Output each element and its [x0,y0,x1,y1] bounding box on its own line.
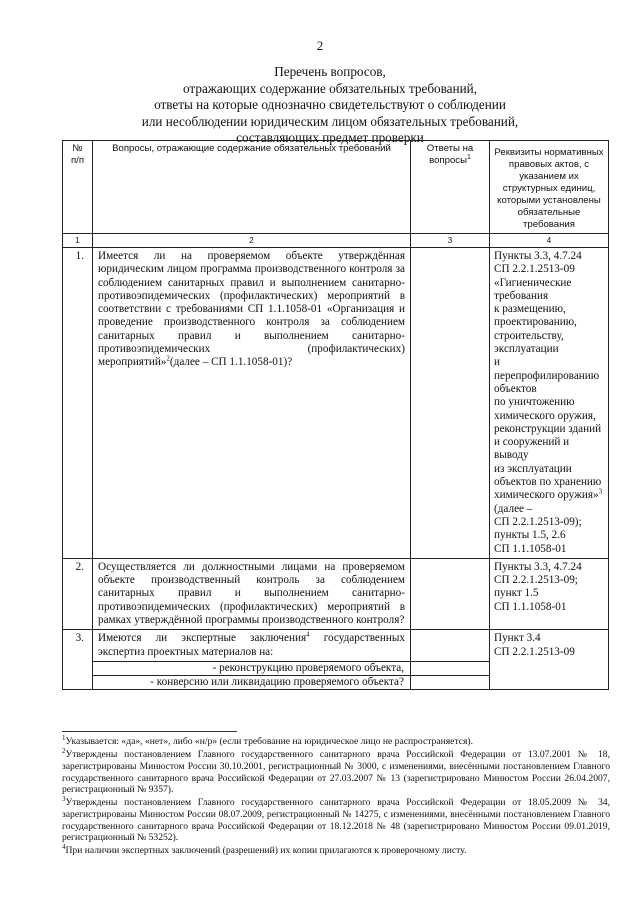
footnote-text: Утверждены постановлением Главного государственного санитарного врача Российской Федерации от 13.07.2001 № 18, зарегистрированы Минюстом России 30.10.2001, регистрационный № 3000, с изменениями, внесёнными постановлением Главного государственного санитарного врача Российской Федерации от 27.03.2007 № 13 (зарегистрировано Минюстом России 26.04.2007, регистрационный № 9357). [62,749,610,796]
subitem-cell: - реконструкцию проверяемого объекта, [93,661,411,675]
question-cell [93,248,411,559]
checklist-table [62,140,609,690]
table-row [63,558,609,629]
footnote-number: 2 [62,746,66,755]
ref-line: СП 2.2.1.2513-09 [494,263,575,276]
ref-line: проектированию, [494,316,577,329]
ref-line: «Гигиенические [494,276,572,289]
question-text-cont: государственных экспертиз проектных материалов на: [98,632,405,658]
ref-line-text: химического оружия» [494,489,599,502]
ref-line: по уничтожению [494,396,575,409]
ref-line: из эксплуатации [494,462,572,475]
header-requisites: Реквизиты нормативных правовых актов, с указанием их структурных единиц, которыми установлены обязательные требования [490,141,609,234]
title-line: Перечень вопросов, [274,64,386,79]
answer-cell[interactable] [411,558,490,629]
footnote-text: При наличии экспертных заключений (разрешений) их копии прилагаются к проверочному листу. [65,845,467,856]
header-number: № п/п [63,141,93,234]
ref-line: и перепрофилированию [494,356,600,382]
question-text: Имеется ли на проверяемом объекте утверждённая юридическим лицом программа производственного контроля за соблюдением санитарных правил и выполнением санитарно-противоэпидемических (профилактических) мероприятий в соответствии с требованиями СП 1.1.1058-01 «Организация и проведение производственного контроля за соблюдением санитарных правил и выполнением санитарно-противоэпидемических (профилактических) мероприятий» [98,250,405,369]
row-number: 2. [63,558,93,629]
requisites-cell [490,248,609,559]
question-cell [93,630,411,662]
ref-line: и сооружений и выводу [494,436,570,462]
requisites-cell [490,558,609,629]
footnote [62,733,610,748]
answer-cell[interactable] [411,630,490,662]
ref-line: СП 2.2.1.2513-09); [494,515,582,528]
answer-cell[interactable] [411,675,490,689]
footnote-divider [62,731,237,732]
title-line: ответы на которые однозначно свидетельствуют о соблюдении [154,97,506,112]
requisites-cell [490,630,609,690]
footnote-number: 3 [62,794,66,803]
ref-line: пункты 1.5, 2.6 [494,529,566,542]
ref-line: пункт 1.5 [494,587,539,600]
title-line: составляющих предмет проверки [236,130,424,145]
column-index: 4 [490,234,609,248]
ref-line: строительству, [494,329,564,342]
footnote-ref: 1 [466,153,471,161]
header-answer [411,141,490,234]
footnote [62,842,610,857]
column-index: 3 [411,234,490,248]
ref-line: СП 1.1.1058-01 [494,542,567,555]
page-number: 2 [316,38,324,53]
header-question: Вопросы, отражающие содержание обязательных требований [93,141,411,234]
footnote [62,794,610,844]
ref-line: к размещению, [494,303,566,316]
column-index-row [63,234,609,248]
ref-line: реконструкции зданий [494,422,602,435]
answer-cell[interactable] [411,248,490,559]
footnote-number: 1 [62,733,66,742]
ref-line: СП 2.2.1.2513-09; [494,574,578,587]
ref-line: объектов по хранению [494,476,602,489]
question-text-cont: (далее – СП 1.1.1058-01)? [169,356,293,369]
ref-line: Пункт 3.4 [494,632,541,645]
ref-line: эксплуатации [494,343,559,356]
ref-line [494,489,606,502]
row-number: 3. [63,630,93,690]
title-line: или несоблюдении юридическим лицом обязательных требований, [141,113,519,129]
ref-line: Пункты 3.3, 4.7.24 [494,560,582,573]
ref-line: СП 2.2.1.2513-09 [494,645,575,658]
footnote-text: Утверждены постановлением Главного государственного санитарного врача Российской Федерации от 18.05.2009 № 34, зарегистрированы Минюстом России 08.07.2009, регистрационный № 14275, с изменениями, внесёнными постановлением Главного государственного санитарного врача Российской Федерации от 18.12.2018 № 48 (зарегистрировано Минюстом России 09.01.2019, регистрационный № 53252). [62,797,610,844]
footnote-ref: 2 [166,354,170,363]
ref-line: Пункты 3.3, 4.7.24 [494,250,582,262]
answer-cell[interactable] [411,661,490,675]
column-index: 1 [63,234,93,248]
ref-line: (далее – [494,502,533,515]
header-answer-text: Ответы на вопросы [426,143,474,166]
ref-line: требования [494,289,549,302]
ref-line: химического оружия, [494,409,596,422]
row-number: 1. [63,248,93,559]
table-header-row [63,141,609,234]
question-text: Имеются ли экспертные заключения [98,632,307,645]
table-row [63,248,609,559]
title-line: отражающих содержание обязательных требований, [183,80,477,96]
footnote [62,746,610,796]
footnote-ref: 4 [306,630,310,639]
footnote-text: Указывается: «да», «нет», либо «н/р» (если требование на юридическое лицо не распространяется). [65,736,473,747]
document-title [100,64,560,147]
question-cell: Осуществляется ли должностными лицами на проверяемом объекте производственный контроль за соблюдением санитарных правил и выполнением санитарно-противоэпидемических (профилактических) мероприятий в рамках утверждённой программы производственного контроля? [93,558,411,629]
ref-line: СП 1.1.1058-01 [494,600,567,613]
subitem-cell: - конверсию или ликвидацию проверяемого объекта? [93,675,411,689]
ref-line: объектов [494,382,537,395]
footnote-number: 4 [62,842,66,851]
footnote-ref: 3 [598,487,603,496]
column-index: 2 [93,234,411,248]
table-row [63,630,609,662]
